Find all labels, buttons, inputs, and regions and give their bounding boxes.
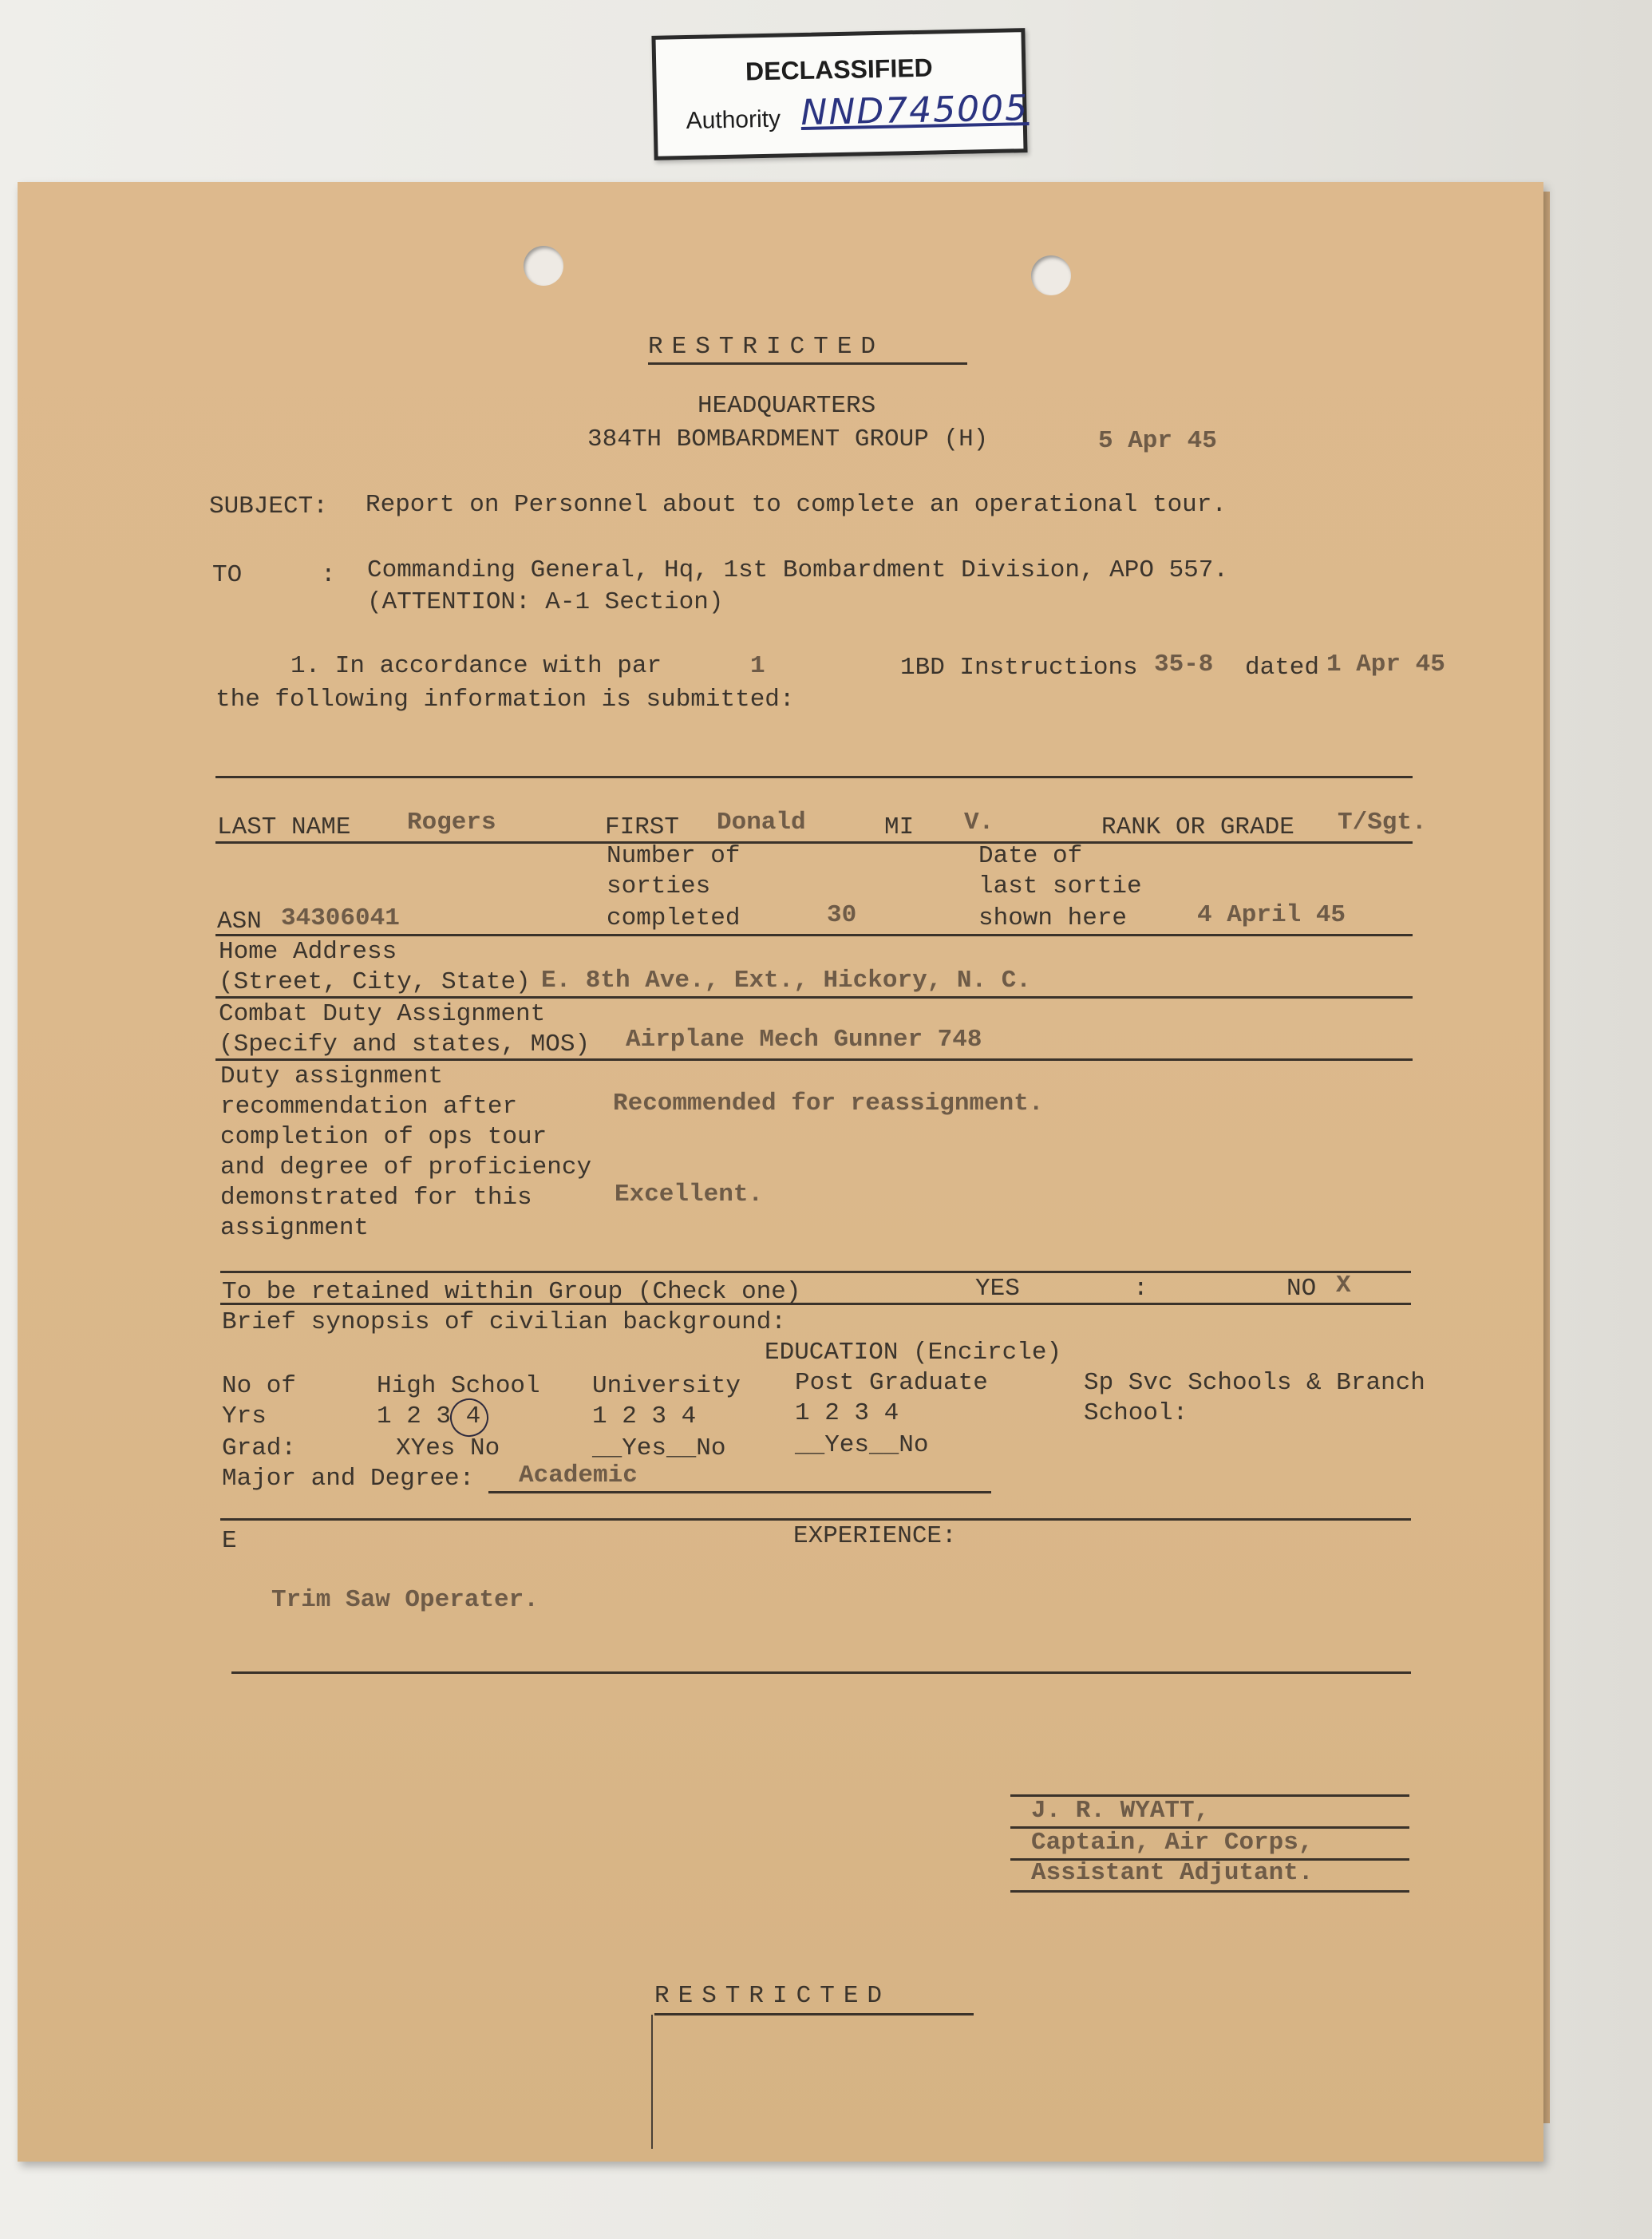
last-sortie-value: 4 April 45 [1197,901,1346,929]
footer-vertical-mark [651,2015,653,2149]
recommendation-label-5: demonstrated for this [220,1184,532,1212]
paragraph-instructions: 1BD Instructions [900,654,1138,682]
university-grad: __Yes__No [592,1434,726,1462]
paragraph-number: 1 [750,652,765,680]
to-addressee: Commanding General, Hq, 1st Bombardment Division, APO 557. [367,556,1228,584]
row-rule-7 [220,1518,1411,1521]
signature-role: Assistant Adjutant. [1031,1859,1314,1887]
no-of-label: No of [222,1372,297,1400]
yrs-label: Yrs [222,1402,267,1430]
special-service-label-2: School: [1084,1399,1188,1427]
last-sortie-label-1: Date of [978,842,1083,870]
punch-hole-right [1031,255,1071,295]
major-degree-label: Major and Degree: [222,1465,475,1493]
stamp-authority-number: NND745005 [800,88,1030,134]
form-top-rule [215,776,1413,778]
classification-underline [648,362,967,365]
stamp-title: DECLASSIFIED [745,53,934,86]
paragraph-intro: 1. In accordance with par [290,652,662,680]
post-graduate-label: Post Graduate [795,1369,988,1397]
combat-duty-value: Airplane Mech Gunner 748 [626,1026,982,1054]
subject-text: Report on Personnel about to complete an operational tour. [366,491,1227,519]
row-rule-4 [215,1058,1413,1061]
signature-title: Captain, Air Corps, [1031,1829,1314,1857]
experience-value: Trim Saw Operater. [271,1586,539,1614]
combat-duty-label-2: (Specify and states, MOS) [219,1030,591,1058]
sorties-value: 30 [827,901,857,929]
dated-label: dated [1245,654,1320,682]
retain-colon: : [1133,1275,1148,1303]
instruction-number: 35-8 [1154,651,1214,678]
footer-underline [654,2013,974,2015]
retain-yes-label: YES [975,1275,1020,1303]
first-name-value: Donald [717,809,806,837]
to-attention: (ATTENTION: A-1 Section) [367,588,724,616]
recommendation-label-4: and degree of proficiency [220,1153,592,1181]
classification-header: RESTRICTED [648,333,885,361]
retain-label: To be retained within Group (Check one) [222,1278,801,1306]
row-rule-2 [215,934,1413,936]
rank-label: RANK OR GRADE [1101,813,1294,841]
experience-label: EXPERIENCE: [793,1522,957,1550]
punch-hole-left [524,246,563,286]
recommendation-label-6: assignment [220,1214,370,1242]
mi-label: MI [884,813,915,841]
proficiency-value: Excellent. [615,1181,764,1209]
university-label: University [592,1372,741,1400]
to-colon: : [321,561,336,589]
stamp-authority-label: Authority [686,105,781,135]
e-label: E [222,1527,237,1555]
org-headquarters: HEADQUARTERS [698,392,876,420]
row-rule-1 [215,841,1413,844]
row-rule-3 [215,996,1413,999]
last-sortie-label-3: shown here [978,904,1128,932]
document-date: 5 Apr 45 [1098,427,1217,455]
subject-label: SUBJECT: [209,493,328,520]
recommendation-label-2: recommendation after [220,1093,518,1121]
row-rule-5 [220,1271,1411,1273]
recommendation-value: Recommended for reassignment. [613,1090,1044,1118]
page-edge [1543,192,1550,2123]
sorties-label-2: sorties [607,872,711,900]
home-address-value: E. 8th Ave., Ext., Hickory, N. C. [541,967,1031,995]
combat-duty-label-1: Combat Duty Assignment [219,1000,546,1028]
home-address-label-1: Home Address [219,938,397,966]
last-name-value: Rogers [407,809,496,837]
dated-value: 1 Apr 45 [1326,651,1445,678]
post-graduate-grad: __Yes__No [795,1431,929,1459]
first-name-label: FIRST [605,813,680,841]
document-page [18,182,1543,2162]
sorties-label-3: completed [607,904,741,932]
home-address-label-2: (Street, City, State) [219,968,531,996]
classification-footer: RESTRICTED [654,1982,891,2010]
signature-rule-3 [1010,1890,1409,1893]
mi-value: V. [964,809,994,837]
recommendation-label-1: Duty assignment [220,1062,444,1090]
declassified-stamp [651,28,1030,160]
high-school-grad: XYes No [396,1434,500,1462]
paragraph-line2: the following information is submitted: [215,686,795,714]
org-group: 384TH BOMBARDMENT GROUP (H) [587,425,989,453]
grad-label: Grad: [222,1434,297,1462]
civilian-background-label: Brief synopsis of civilian background: [222,1308,786,1336]
row-rule-6 [220,1303,1411,1305]
last-name-label: LAST NAME [217,813,351,841]
education-label: EDUCATION (Encircle) [765,1339,1062,1367]
recommendation-label-3: completion of ops tour [220,1123,547,1151]
high-school-years: 1 2 3 4 [377,1402,481,1430]
asn-label: ASN [217,908,262,936]
retain-no-label: NO [1286,1275,1317,1303]
to-label: TO [212,561,243,589]
major-degree-value: Academic [519,1462,638,1489]
rank-value: T/Sgt. [1338,809,1427,837]
asn-value: 34306041 [281,904,400,932]
last-sortie-label-2: last sortie [978,872,1142,900]
row-rule-8 [231,1671,1411,1674]
sorties-label-1: Number of [607,842,741,870]
retain-no-mark: X [1336,1272,1351,1299]
major-degree-rule [488,1491,991,1493]
post-graduate-years: 1 2 3 4 [795,1399,899,1427]
special-service-label-1: Sp Svc Schools & Branch [1084,1369,1425,1397]
signature-name: J. R. WYATT, [1031,1797,1210,1825]
university-years: 1 2 3 4 [592,1402,697,1430]
high-school-label: High School [377,1372,540,1400]
